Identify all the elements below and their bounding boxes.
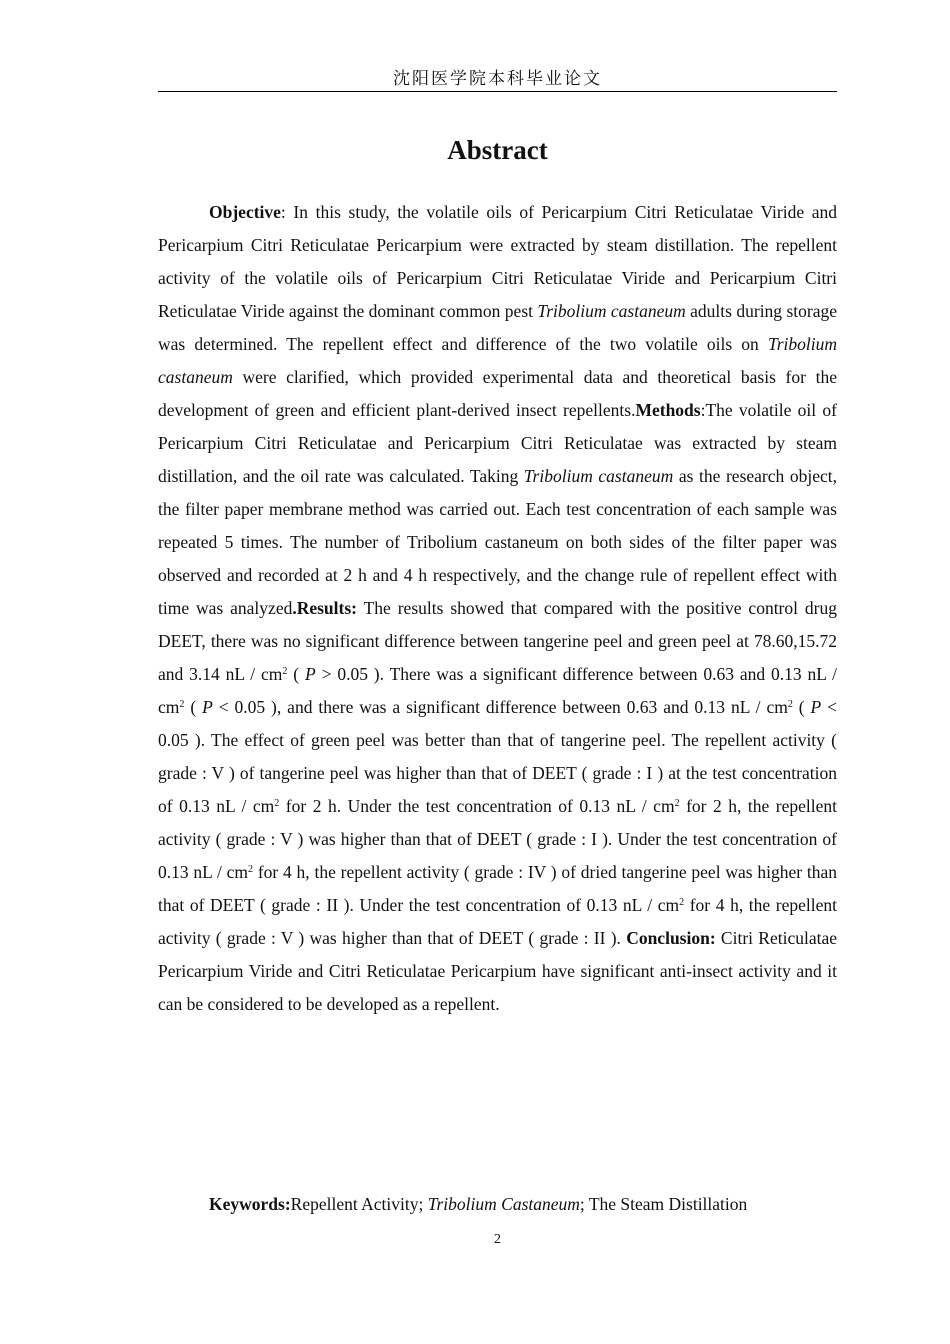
- results-text: > 0.05 ). There was a significant difference between 0.63 and 0.13 nL / cm: [158, 664, 838, 717]
- methods-label: Methods: [635, 400, 701, 420]
- p-value-symbol: P: [810, 697, 822, 717]
- objective-text: were clarified, which provided experimental data and theoretical basis for the development of green and efficient plant-derived insect repellents.: [158, 367, 837, 420]
- species-name: Tribolium castaneum: [158, 334, 837, 387]
- species-name: Tribolium castaneum: [523, 466, 674, 486]
- keywords-paragraph: [158, 1188, 837, 1221]
- results-text: for 4 h, the repellent activity ( grade : IV ) of dried tangerine peel was higher than that of DEET ( grade : II ). Under the test concentration of 0.13 nL / cm: [158, 862, 837, 915]
- running-header: 沈阳医学院本科毕业论文: [393, 69, 602, 88]
- results-text: The results showed that compared with the positive control drug DEET, there was no significant difference between tangerine peel and green peel at 78.60,15.72 and 3.14 nL / cm: [158, 598, 837, 684]
- superscript: 2: [179, 699, 185, 710]
- results-text: for 2 h. Under the test concentration of 0.13 nL / cm: [279, 796, 675, 816]
- keywords-label: Keywords:: [209, 1194, 291, 1214]
- superscript: 2: [282, 666, 288, 677]
- objective-text: : In this study, the volatile oils of Pericarpium Citri Reticulatae Viride and Pericarpium Citri Reticulatae Pericarpium were extracted by steam distillation. The repellent activity of the volatile oils of Pericarpium Citri Reticulatae Viride and Pericarpium Citri Reticulatae Viride against the dominant common pest: [158, 202, 837, 321]
- results-text: < 0.05 ). The effect of green peel was better than that of tangerine peel. The repellent activity ( grade : V ) of tangerine peel was higher than that of DEET ( grade : I ) at the test concentration of 0.13 nL / cm: [158, 697, 838, 816]
- page-number: 2: [494, 1232, 501, 1247]
- keyword: Repellent Activity;: [290, 1194, 428, 1214]
- species-name: Tribolium castaneum: [537, 301, 686, 321]
- results-label: .Results:: [292, 598, 357, 618]
- header-rule: [158, 91, 837, 92]
- objective-label: Objective: [209, 202, 281, 222]
- keyword: ; The Steam Distillation: [579, 1194, 748, 1214]
- superscript: 2: [274, 798, 280, 809]
- results-text: (: [287, 664, 305, 684]
- methods-text: :The volatile oil of Pericarpium Citri Reticulatae and Pericarpium Citri Reticulatae was extracted by steam distillation, and the oil rate was calculated. Taking: [158, 400, 837, 486]
- objective-text: adults during storage was determined. The repellent effect and difference of the two volatile oils on: [158, 301, 837, 354]
- results-text: < 0.05 ), and there was a significant difference between 0.63 and 0.13 nL / cm: [212, 697, 788, 717]
- p-value-symbol: P: [202, 697, 213, 717]
- abstract-paragraph: [158, 196, 837, 1021]
- p-value-symbol: P: [305, 664, 316, 684]
- superscript: 2: [679, 897, 685, 908]
- section-title: Abstract: [447, 135, 548, 165]
- conclusion-text: Citri Reticulatae Pericarpium Viride and Citri Reticulatae Pericarpium have significant anti-insect activity and it can be considered to be developed as a repellent.: [158, 928, 837, 1014]
- results-text: for 4 h, the repellent activity ( grade : V ) was higher than that of DEET ( grade : II ).: [158, 895, 837, 948]
- conclusion-label: Conclusion:: [626, 928, 716, 948]
- results-text: for 2 h, the repellent activity ( grade : V ) was higher than that of DEET ( grade : I ). Under the test concentration of 0.13 nL / cm: [158, 796, 837, 882]
- results-text: (: [792, 697, 811, 717]
- superscript: 2: [787, 699, 793, 710]
- keyword: Tribolium Castaneum: [427, 1194, 580, 1214]
- results-text: (: [184, 697, 203, 717]
- methods-text: as the research object, the filter paper membrane method was carried out. Each test concentration of each sample was repeated 5 times. The number of Tribolium castaneum on both sides of the filter paper was observed and recorded at 2 h and 4 h respectively, and the change rule of repellent effect with time was analyzed: [158, 466, 837, 618]
- superscript: 2: [248, 864, 254, 875]
- superscript: 2: [674, 798, 680, 809]
